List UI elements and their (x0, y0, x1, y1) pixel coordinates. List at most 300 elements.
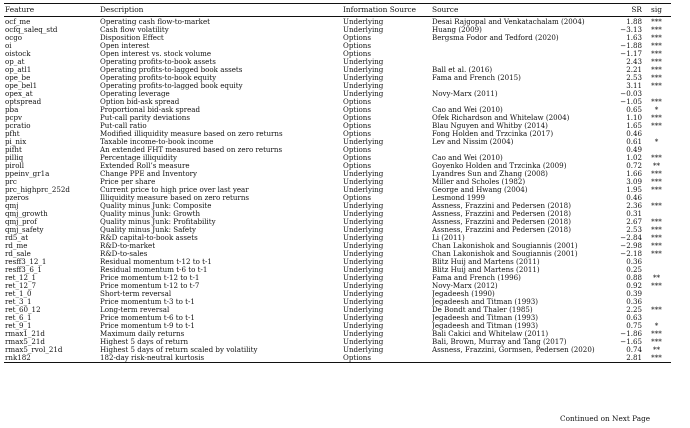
description-cell: Extended Roll’s measure (100, 162, 190, 170)
information-source-cell: Underlying (343, 74, 384, 82)
source-cell: Bali, Brown, Murray and Tang (2017) (432, 338, 567, 346)
sig-cell: *** (651, 74, 662, 82)
source-cell: Ofek Richardson and Whitelaw (2004) (432, 114, 570, 122)
sig-cell: *** (651, 242, 662, 250)
description-cell: Highest 5 days of return scaled by volatility (100, 346, 258, 354)
feature-cell: rmax5_rvol_21d (5, 346, 63, 354)
sig-cell: *** (651, 234, 662, 242)
table-row (4, 122, 671, 130)
information-source-cell: Options (343, 114, 371, 122)
sig-cell: *** (651, 338, 662, 346)
header-feature: Feature (5, 5, 35, 14)
source-cell: Goyenko Holden and Trzcinka (2009) (432, 162, 567, 170)
description-cell: Quality minus Junk: Safety (100, 226, 196, 234)
source-cell: Assness, Frazzini, Gormsen, Pedersen (2020) (432, 346, 595, 354)
sig-cell: *** (651, 98, 662, 106)
source-cell: Lesmond 1999 (432, 194, 485, 202)
source-cell: Assness, Frazzini and Pedersen (2018) (432, 218, 571, 226)
description-cell: Operating cash flow-to-market (100, 17, 211, 26)
feature-cell: ret_1_0 (5, 290, 32, 298)
feature-cell: ret_9_1 (5, 322, 32, 330)
description-cell: Quality minus Junk: Profitability (100, 218, 216, 226)
sr-cell: 0.46 (626, 194, 642, 202)
sr-cell: 0.39 (626, 290, 642, 298)
table-row (4, 322, 671, 330)
feature-cell: rmax1_21d (5, 330, 45, 338)
feature-cell: pi_nix (5, 138, 27, 146)
sig-cell: * (654, 106, 659, 114)
feature-cell: pcratio (5, 122, 31, 130)
feature-cell: oi (5, 42, 12, 50)
description-cell: Modified illiquidity measure based on zero returns (100, 130, 283, 138)
sig-cell: *** (651, 122, 662, 130)
feature-cell: opex_at (5, 90, 33, 98)
table-row (4, 346, 671, 354)
description-cell: Price momentum t-3 to t-1 (100, 298, 195, 306)
sr-cell: 2.36 (626, 202, 642, 210)
feature-cell: ope_bel1 (5, 82, 38, 90)
source-cell: Fong Holden and Trzcinka (2017) (432, 130, 554, 138)
feature-cell: resff3_6_1 (5, 266, 42, 274)
sig-cell: *** (651, 58, 662, 66)
sig-cell: *** (651, 226, 662, 234)
sig-cell: * (654, 138, 659, 146)
description-cell: Highest 5 days of return (100, 338, 189, 346)
header-information-source: Information Source (343, 5, 417, 14)
sr-cell: 0.65 (626, 106, 642, 114)
sig-cell (642, 314, 671, 322)
source-cell: Cao and Wei (2010) (432, 154, 503, 162)
information-source-cell: Options (343, 106, 371, 114)
feature-cell: pifht (5, 146, 22, 154)
sig-cell: *** (651, 66, 662, 74)
source-cell: Lev and Nissim (2004) (432, 138, 514, 146)
sr-cell: 0.36 (626, 298, 642, 306)
table-row (4, 234, 671, 242)
description-cell: R&D-to-market (100, 242, 156, 250)
sr-cell: 3.09 (626, 178, 642, 186)
description-cell: Quality minus Junk: Growth (100, 210, 201, 218)
sr-cell: 0.46 (626, 130, 642, 138)
information-source-cell: Underlying (343, 186, 384, 194)
information-source-cell: Underlying (343, 170, 384, 178)
table-row (4, 98, 671, 106)
feature-cell: ret_12_1 (5, 274, 37, 282)
feature-cell: ope_be (5, 74, 31, 82)
sr-cell: 1.95 (626, 186, 642, 194)
source-cell: Cao and Wei (2010) (432, 106, 503, 114)
information-source-cell: Underlying (343, 218, 384, 226)
information-source-cell: Options (343, 354, 371, 362)
source-cell: Assness, Frazzini and Pedersen (2018) (432, 202, 571, 210)
table-row (4, 26, 671, 34)
table-row (4, 74, 671, 82)
feature-cell: rd5_at (5, 234, 29, 242)
source-cell: Bergsma Fodor and Tedford (2020) (432, 34, 559, 42)
source-cell: Bali Cakici and Whitelaw (2011) (432, 330, 549, 338)
table-row (4, 58, 671, 66)
information-source-cell: Underlying (343, 242, 384, 250)
description-cell: Price momentum t-12 to t-1 (100, 274, 200, 282)
sig-cell: *** (651, 114, 662, 122)
header-sr: SR (631, 5, 642, 14)
sig-cell: *** (651, 170, 662, 178)
sig-cell: *** (651, 218, 662, 226)
description-cell: Proportional bid-ask spread (100, 106, 201, 114)
table-row (4, 42, 671, 50)
table-row (4, 266, 671, 274)
description-cell: Operating profits-to-book assets (100, 58, 216, 66)
feature-cell: ret_60_12 (5, 306, 41, 314)
table-row (4, 258, 671, 266)
description-cell: Residual momentum t-6 to t-1 (100, 266, 208, 274)
description-cell: Put-call ratio (100, 122, 147, 130)
sr-cell: −1.05 (620, 98, 642, 106)
feature-cell: resff3_12_1 (5, 258, 47, 266)
table-row (4, 162, 671, 170)
information-source-cell: Options (343, 42, 371, 50)
feature-cell: qmj_growth (5, 210, 48, 218)
sr-cell: 2.21 (626, 66, 642, 74)
table-row (4, 194, 671, 202)
table-row (4, 210, 671, 218)
source-cell: Novy-Marx (2012) (432, 282, 498, 290)
sig-cell: *** (651, 306, 662, 314)
sig-cell: *** (651, 82, 662, 90)
table-row (4, 186, 671, 194)
table-row (4, 218, 671, 226)
source-cell: Lyandres Sun and Zhang (2008) (432, 170, 548, 178)
source-cell: Fama and French (2015) (432, 74, 521, 82)
sr-cell: 2.67 (626, 218, 642, 226)
information-source-cell: Underlying (343, 250, 384, 258)
table-row (4, 34, 671, 42)
information-source-cell: Options (343, 50, 371, 58)
sig-cell: *** (651, 330, 662, 338)
source-cell (432, 98, 604, 106)
sig-cell (642, 146, 671, 154)
information-source-cell: Underlying (343, 346, 384, 354)
feature-cell: qmj (5, 202, 19, 210)
information-source-cell: Underlying (343, 258, 384, 266)
table-row (4, 202, 671, 210)
feature-cell: ocf_me (5, 17, 31, 26)
feature-cell: pzeros (5, 194, 29, 202)
information-source-cell: Underlying (343, 330, 384, 338)
sig-cell (642, 130, 671, 138)
table-row (4, 250, 671, 258)
source-cell: Assness, Frazzini and Pedersen (2018) (432, 210, 571, 218)
sr-cell: −2.84 (620, 234, 642, 242)
description-cell: Residual momentum t-12 to t-1 (100, 258, 212, 266)
sr-cell: 0.25 (626, 266, 642, 274)
sr-cell: −1.86 (620, 330, 642, 338)
table-row (4, 242, 671, 250)
feature-cell: piroll (5, 162, 25, 170)
sig-cell: ** (652, 274, 661, 282)
feature-cell: rmax5_21d (5, 338, 45, 346)
sr-cell: 0.72 (626, 162, 642, 170)
information-source-cell: Options (343, 34, 371, 42)
sr-cell: −2.18 (620, 250, 642, 258)
feature-cell: ret_3_1 (5, 298, 32, 306)
information-source-cell: Underlying (343, 282, 384, 290)
source-cell: Jegadeesh and Titman (1993) (432, 298, 539, 306)
table-row (4, 282, 671, 290)
table-row (4, 50, 671, 58)
sig-cell (642, 298, 671, 306)
description-cell: Price per share (100, 178, 156, 186)
table-row (4, 17, 671, 27)
information-source-cell: Options (343, 122, 371, 130)
source-cell: George and Hwang (2004) (432, 186, 528, 194)
sr-cell: −1.17 (620, 50, 642, 58)
sig-cell: *** (651, 50, 662, 58)
information-source-cell: Options (343, 146, 371, 154)
sr-cell: −2.98 (620, 242, 642, 250)
source-cell (432, 82, 604, 90)
source-cell (432, 50, 604, 58)
feature-cell: op_at (5, 58, 25, 66)
feature-cell: pcpv (5, 114, 23, 122)
sr-cell: 1.02 (626, 154, 642, 162)
feature-cell: op_atl1 (5, 66, 32, 74)
information-source-cell: Options (343, 130, 371, 138)
description-cell: Operating profits-to-lagged book assets (100, 66, 243, 74)
sig-cell: *** (651, 354, 662, 362)
feature-table (4, 3, 671, 363)
description-cell: Price momentum t-9 to t-1 (100, 322, 195, 330)
sig-cell: *** (651, 250, 662, 258)
source-cell (432, 354, 604, 363)
description-cell: Percentage illiquidity (100, 154, 177, 162)
continued-footer: Continued on Next Page (560, 414, 651, 423)
description-cell: Taxable income-to-book income (100, 138, 214, 146)
sr-cell: 2.81 (626, 354, 642, 362)
sr-cell: 0.49 (626, 146, 642, 154)
table-row (4, 130, 671, 138)
description-cell: Illiquidity measure based on zero returns (100, 194, 250, 202)
sr-cell: 2.43 (626, 58, 642, 66)
source-cell: Jegadeesh and Titman (1993) (432, 322, 539, 330)
source-cell: De Bondt and Thaler (1985) (432, 306, 533, 314)
feature-cell: rd_me (5, 242, 28, 250)
information-source-cell: Underlying (343, 274, 384, 282)
table-row (4, 314, 671, 322)
table-row (4, 338, 671, 346)
table-row (4, 226, 671, 234)
feature-cell: prc (5, 178, 17, 186)
sr-cell: 0.31 (626, 210, 642, 218)
sig-cell (642, 194, 671, 202)
sr-cell: 2.25 (626, 306, 642, 314)
information-source-cell: Options (343, 162, 371, 170)
table-row (4, 138, 671, 146)
description-cell: Operating leverage (100, 90, 170, 98)
description-cell: Open interest (100, 42, 150, 50)
feature-cell: ppeinv_gr1a (5, 170, 50, 178)
sig-cell: *** (651, 282, 662, 290)
feature-cell: optspread (5, 98, 42, 106)
information-source-cell: Underlying (343, 178, 384, 186)
sr-cell: 2.53 (626, 74, 642, 82)
source-cell: Blau Nguyen and Whitby (2014) (432, 122, 548, 130)
sr-cell: 1.65 (626, 122, 642, 130)
description-cell: Current price to high price over last year (100, 186, 249, 194)
description-cell: R&D capital-to-book assets (100, 234, 198, 242)
sr-cell: −3.13 (620, 26, 642, 34)
description-cell: R&D-to-sales (100, 250, 148, 258)
information-source-cell: Underlying (343, 17, 384, 26)
information-source-cell: Underlying (343, 58, 384, 66)
sr-cell: 0.92 (626, 282, 642, 290)
feature-cell: ret_6_1 (5, 314, 32, 322)
table-body (4, 17, 671, 363)
description-cell: Open interest vs. stock volume (100, 50, 212, 58)
table-row (4, 66, 671, 74)
table-row (4, 170, 671, 178)
description-cell: Change PPE and Inventory (100, 170, 198, 178)
source-cell: Assness, Frazzini and Pedersen (2018) (432, 226, 571, 234)
description-cell: Price momentum t-6 to t-1 (100, 314, 195, 322)
sig-cell (642, 258, 671, 266)
sig-cell (642, 210, 671, 218)
information-source-cell: Underlying (343, 298, 384, 306)
sr-cell: 1.88 (626, 17, 642, 26)
source-cell: Blitz Huij and Martens (2011) (432, 258, 540, 266)
source-cell: Jegadeesh (1990) (432, 290, 495, 298)
table-row (4, 274, 671, 282)
description-cell: An extended FHT measured based on zero returns (100, 146, 283, 154)
feature-cell: qmj_safety (5, 226, 44, 234)
sr-cell: 1.10 (626, 114, 642, 122)
feature-cell: ocfq_saleq_std (5, 26, 58, 34)
table-row (4, 146, 671, 154)
feature-cell: ocgo (5, 34, 23, 42)
sig-cell: *** (651, 154, 662, 162)
table-row (4, 306, 671, 314)
source-cell: Blitz Huij and Martens (2011) (432, 266, 540, 274)
information-source-cell: Underlying (343, 26, 384, 34)
source-cell: Huang (2009) (432, 26, 482, 34)
description-cell: Operating profits-to-book equity (100, 74, 217, 82)
source-cell: Miller and Scholes (1982) (432, 178, 526, 186)
sig-cell: *** (651, 186, 662, 194)
description-cell: Maximum daily returns (100, 330, 185, 338)
table-row (4, 330, 671, 338)
description-cell: Long-term reversal (100, 306, 170, 314)
sig-cell: *** (651, 17, 662, 26)
information-source-cell: Underlying (343, 210, 384, 218)
table-row (4, 178, 671, 186)
sig-cell: ** (652, 346, 661, 354)
table-row (4, 90, 671, 98)
feature-cell: ret_12_7 (5, 282, 37, 290)
sr-cell: 1.66 (626, 170, 642, 178)
sr-cell: 1.63 (626, 34, 642, 42)
source-cell: Chan Lakonishok and Sougiannis (2001) (432, 250, 578, 258)
information-source-cell: Underlying (343, 138, 384, 146)
sig-cell: *** (651, 42, 662, 50)
source-cell (432, 42, 604, 50)
sr-cell: 0.36 (626, 258, 642, 266)
header-description: Description (100, 5, 144, 14)
sig-cell (642, 90, 671, 98)
source-cell: Desai Rajgopal and Venkatachalam (2004) (432, 17, 585, 26)
description-cell: Quality minus Junk: Composite (100, 202, 212, 210)
sr-cell: 0.88 (626, 274, 642, 282)
sig-cell: ** (652, 162, 661, 170)
sr-cell: 0.75 (626, 322, 642, 330)
feature-cell: prc_highprc_252d (5, 186, 70, 194)
table-row (4, 82, 671, 90)
description-cell: Operating profits-to-lagged book equity (100, 82, 243, 90)
information-source-cell: Underlying (343, 226, 384, 234)
information-source-cell: Underlying (343, 82, 384, 90)
source-cell: Ball et al. (2016) (432, 66, 493, 74)
table-row (4, 354, 671, 363)
description-cell: Option bid-ask spread (100, 98, 180, 106)
information-source-cell: Underlying (343, 202, 384, 210)
sig-cell: * (654, 322, 659, 330)
feature-cell: pba (5, 106, 19, 114)
sig-cell (642, 266, 671, 274)
feature-cell: qmj_prof (5, 218, 37, 226)
information-source-cell: Options (343, 98, 371, 106)
information-source-cell: Underlying (343, 234, 384, 242)
information-source-cell: Underlying (343, 266, 384, 274)
information-source-cell: Underlying (343, 306, 384, 314)
table-row (4, 290, 671, 298)
description-cell: Disposition Effect (100, 34, 164, 42)
description-cell: Short-term reversal (100, 290, 172, 298)
source-cell: Jegadeesh and Titman (1993) (432, 314, 539, 322)
feature-cell: pilliq (5, 154, 24, 162)
source-cell: Fama and French (1996) (432, 274, 521, 282)
sr-cell: 2.53 (626, 226, 642, 234)
table-row (4, 298, 671, 306)
sig-cell (642, 290, 671, 298)
header-sig: sig (651, 5, 662, 14)
source-cell: Chan Lakonishok and Sougiannis (2001) (432, 242, 578, 250)
sr-cell: −1.65 (620, 338, 642, 346)
feature-cell: rnk182 (5, 354, 31, 362)
information-source-cell: Underlying (343, 90, 384, 98)
sig-cell: *** (651, 34, 662, 42)
sr-cell: 0.63 (626, 314, 642, 322)
information-source-cell: Underlying (343, 66, 384, 74)
feature-cell: rd_sale (5, 250, 31, 258)
description-cell: Price momentum t-12 to t-7 (100, 282, 200, 290)
sr-cell: 0.61 (626, 138, 642, 146)
feature-cell: pfht (5, 130, 20, 138)
table-row (4, 106, 671, 114)
information-source-cell: Options (343, 194, 371, 202)
sig-cell: *** (651, 26, 662, 34)
table-row (4, 114, 671, 122)
sig-cell: *** (651, 178, 662, 186)
information-source-cell: Options (343, 154, 371, 162)
information-source-cell: Underlying (343, 338, 384, 346)
sr-cell: 0.74 (626, 346, 642, 354)
sr-cell: −0.03 (620, 90, 642, 98)
source-cell (432, 146, 604, 154)
source-cell (432, 58, 604, 66)
information-source-cell: Underlying (343, 322, 384, 330)
sr-cell: −1.88 (620, 42, 642, 50)
source-cell: Li (2011) (432, 234, 465, 242)
header-row (4, 4, 671, 17)
